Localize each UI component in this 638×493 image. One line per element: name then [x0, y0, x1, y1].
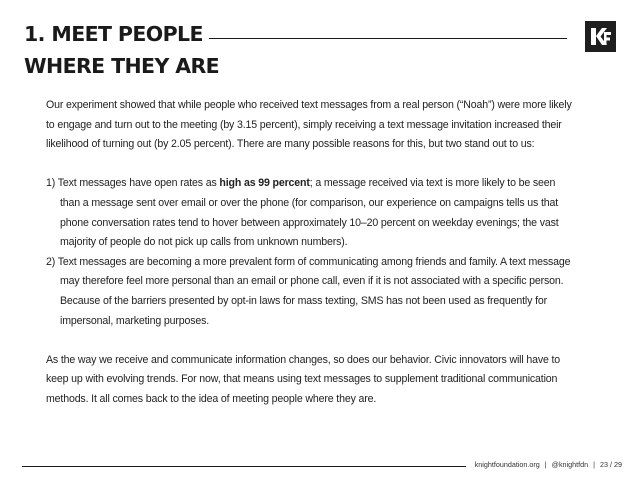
- page-title-line-2: WHERE THEY ARE: [22, 50, 225, 82]
- footer: [475, 460, 622, 469]
- title-rule: [205, 38, 567, 39]
- footer-handle: @knightfdn: [551, 460, 589, 469]
- list-item-1-text-start: 1) Text messages have open rates as: [46, 177, 220, 190]
- footer-separator: |: [593, 460, 596, 469]
- kf-logo-icon: [585, 21, 616, 52]
- footer-rule: [22, 466, 466, 467]
- list-item-1-highlight: high as 99 percent: [219, 177, 310, 190]
- list-item-1-text-end: ; a message received via text is more likely to be seen than a message sent over email or over the phone (for comparison, our experience on campaigns tells us that phone conversation rates tend to hover between approximately 10–20 percent on weekday evenings; the vast majority of people do not pick up calls from unknown numbers).: [60, 177, 559, 249]
- page-title: [22, 18, 225, 82]
- footer-separator: |: [544, 460, 547, 469]
- intro-paragraph: Our experiment showed that while people who received text messages from a real person (“Noah”) were more likely to engage and turn out to the meeting (by 3.15 percent), simply receiving a text message invitation increased their likelihood of turning out (by 2.05 percent). There are many possible reasons for this, but two stand out to us:: [46, 99, 572, 151]
- closing-paragraph: As the way we receive and communicate information changes, so does our behavior. Civic innovators will have to keep up with evolving trends. For now, that means using text messages to supplement traditional communication methods. It all comes back to the idea of meeting people where they are.: [46, 353, 561, 405]
- page-title-line-1: 1. MEET PEOPLE: [22, 18, 209, 50]
- page-number: 23 / 29: [600, 460, 622, 469]
- footer-website: knightfoundation.org: [474, 460, 540, 469]
- list-item-2: 2) Text messages are becoming a more prevalent form of communicating among friends and family. A text message may therefore feel more personal than an email or phone call, even if it is not associated with a specific person. Because of the barriers presented by opt-in laws for mass texting, SMS has not been used as frequently for impersonal, marketing purposes.: [46, 255, 571, 327]
- list-item-1: [46, 174, 576, 252]
- body-text: [46, 96, 576, 410]
